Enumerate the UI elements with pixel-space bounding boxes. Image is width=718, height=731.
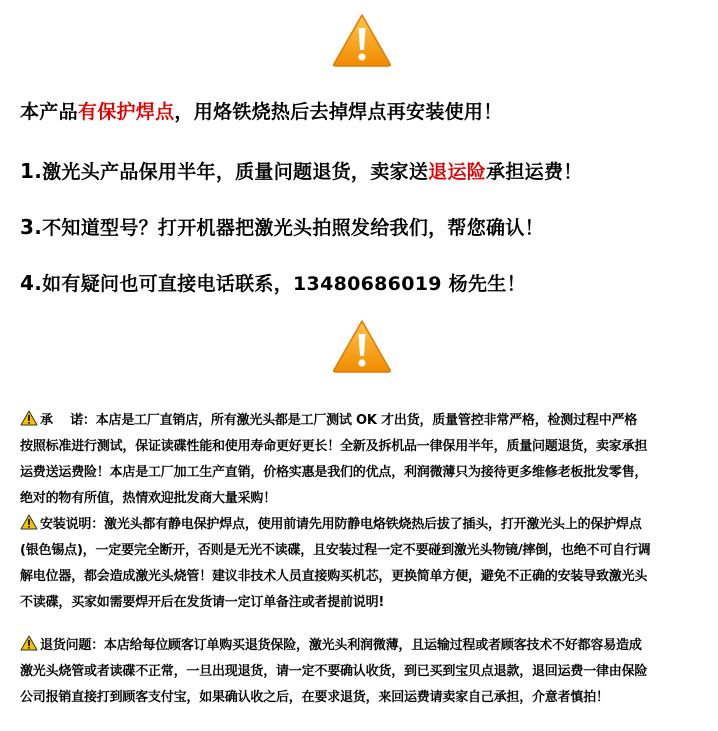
contact-name: 杨先生！ [441, 273, 526, 295]
item-number: 1. [20, 159, 43, 183]
paragraph-text: 激光头都有静电保护焊点，使用前请先用防静电烙铁烧热后拔了插头，打开激光头上的保护焊点 [104, 517, 642, 532]
paragraph-line [20, 512, 710, 538]
paragraph-text: 本店给每位顾客订单购买退货保险，激光头利润微薄，且运输过程或者顾客技术不好都容易造成 [104, 638, 642, 653]
paragraph-text: 本店是工厂直销店，所有激光头都是工厂测试 OK 才出货，质量管控非常严格，检测过程中严格 [95, 413, 638, 428]
returns-section [20, 633, 710, 711]
notice-intro-text: 本产品 [20, 101, 78, 123]
notice-intro-rest: ，用烙铁烧热后去掉焊点再安装使用！ [174, 101, 503, 123]
section-label: 退货问题： [40, 638, 105, 653]
warning-icon [20, 410, 38, 426]
promise-section [20, 408, 710, 512]
notice-item-4 [20, 269, 710, 296]
paragraph-line: 绝对的物有所值，热情欢迎批发商大量采购！ [20, 491, 277, 506]
phone-number: 13480686019 [293, 273, 442, 295]
section-label: 承 诺： [40, 413, 96, 428]
paragraph-line: 按照标准进行测试，保证读碟性能和使用寿命更好更长！全新及拆机品一律保用半年，质量问题退货，卖家承担 [20, 439, 648, 454]
notice-item-1-rest: 承担运费！ [486, 161, 583, 183]
item-number: 4. [20, 271, 43, 295]
notice-item-1-text: 激光头产品保用半年，质量问题退货，卖家送 [42, 161, 429, 183]
install-section [20, 512, 710, 616]
notice-intro [20, 97, 710, 124]
paragraph-line: 解电位器，都会造成激光头烧管！建议非技术人员直接购买机芯，更换简单方便，避免不正确的安装导致激光头 [20, 569, 648, 584]
notice-item-1-highlight: 退运险 [428, 161, 487, 183]
warning-icon [331, 318, 393, 374]
paragraph-line: (银色锡点)，一定要完全断开，否则是无光不读碟，且安装过程一定不要碰到激光头物镜/摔倒，也绝不可自行调 [20, 543, 651, 558]
item-number: 3. [20, 215, 43, 239]
paragraph-line: 不读碟，买家如需要焊开后在发货请一定订单备注或者提前说明! [20, 595, 385, 610]
notice-item-3-text: 不知道型号？打开机器把激光头拍照发给我们，帮您确认！ [42, 217, 544, 239]
warning-icon [20, 635, 38, 651]
paragraph-line: 公司报销直接打到顾客支付宝，如果确认收之后，在要求退货，来回运费请卖家自己承担，介意者慎拍！ [20, 690, 609, 705]
paragraph-line: 激光头烧管或者读碟不正常，一旦出现退货，请一定不要确认收货，到已买到宝贝点退款，退回运费一律由保险 [20, 664, 648, 679]
notice-item-4-text: 如有疑问也可直接电话联系， [42, 273, 294, 295]
paragraph-line [20, 408, 710, 434]
section-label: 安装说明： [40, 517, 105, 532]
paragraph-line: 运费送运费险！本店是工厂加工生产直销，价格实惠是我们的优点，利润微薄只为接待更多维修老板批发零售， [20, 465, 648, 480]
warning-icon [20, 514, 38, 530]
notice-intro-highlight: 有保护焊点 [77, 101, 175, 123]
notice-item-3 [20, 213, 710, 240]
warning-icon [331, 12, 393, 68]
paragraph-line [20, 633, 710, 659]
notice-item-1 [20, 157, 710, 184]
